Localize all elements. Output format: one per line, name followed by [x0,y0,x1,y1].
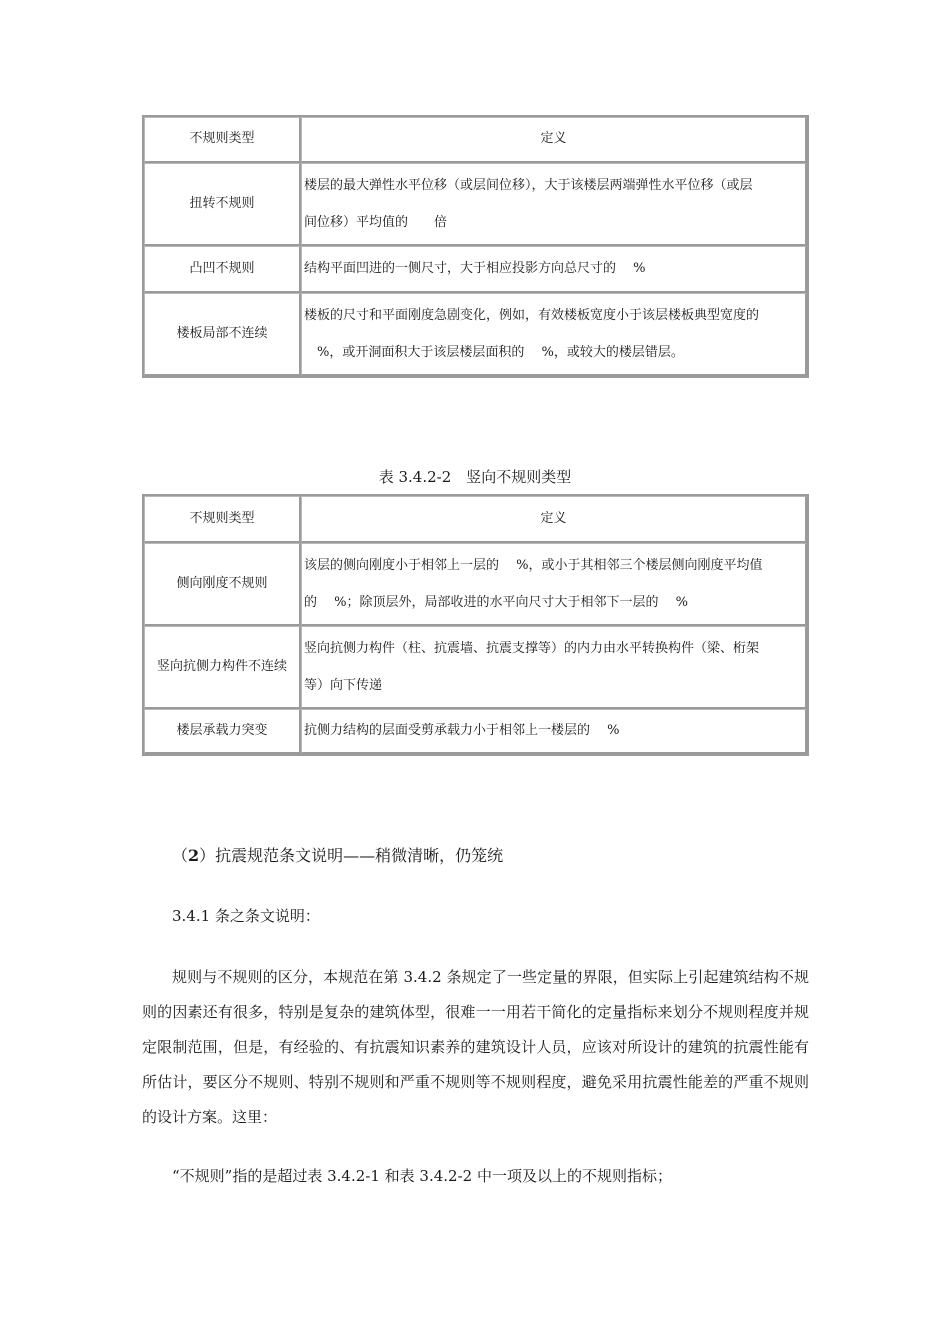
clause-title: 3.4.1 条之条文说明： [172,907,320,925]
definition-line: 竖向抗侧力构件（柱、抗震墙、抗震支撑等）的内力由水平转换构件（梁、桁架 [304,641,760,656]
row-type-cell: 楼层承载力突变 [144,709,301,754]
header-definition-cell: 定义 [301,117,807,163]
section-number: 2 [188,846,200,865]
row-type-cell: 侧向刚度不规则 [144,543,301,626]
definition-line: 的 %；除顶层外，局部收进的水平向尺寸大于相邻下一层的 % [304,595,688,610]
table-caption: 表 3.4.2-2 竖向不规则类型 [378,468,572,486]
definition-line: 等）向下传递 [304,678,383,693]
row-definition-cell [301,246,807,293]
definition-line: 楼层的最大弹性水平位移（或层间位移），大于该楼层两端弹性水平位移（或层 [304,178,753,193]
header-definition-cell: 定义 [301,496,807,543]
header-type-cell: 不规则类型 [144,117,301,163]
definition-line: 结构平面凹进的一侧尺寸，大于相应投影方向总尺寸的 % [304,260,646,276]
body-paragraph: 规则与不规则的区分，本规范在第 3.4.2 条规定了一些定量的界限，但实际上引起建筑结构不规则的因素还有很多，特别是复杂的建筑体型，很难一一用若干简化的定量指标来划分不规则程度并规定限制范围，但是，有经验的、有抗震知识素养的建筑设计人员，应该对所设计的建筑的抗震性能有所估计，要区分不规则、特别不规则和严重不规则等不规则程度，避免采用抗震性能差的严重不规则的设计方案。这里： [142,968,809,1126]
row-type-cell: 楼板局部不连续 [144,293,301,376]
row-definition-cell [301,709,807,754]
table-row [144,293,807,376]
definition-line: 抗侧力结构的层面受剪承载力小于相邻上一楼层的 % [304,722,620,738]
section-heading [172,843,503,866]
definition-line: 楼板的尺寸和平面刚度急剧变化，例如，有效楼板宽度小于该层楼板典型宽度的 [304,308,760,323]
table-row [144,246,807,293]
definition-line: %，或开洞面积大于该层楼层面积的 %，或较大的楼层错层。 [304,345,684,360]
row-definition-cell [301,543,807,626]
definition-line: 该层的侧向刚度小于相邻上一层的 %，或小于其相邻三个楼层侧向刚度平均值 [304,558,763,573]
row-type-cell: 凸凹不规则 [144,246,301,293]
row-type-cell: 扭转不规则 [144,163,301,246]
definition-line: 间位移）平均值的 倍 [304,215,448,230]
table-header-row [144,117,807,163]
table-row [144,543,807,626]
row-definition-cell [301,163,807,246]
header-type-cell: 不规则类型 [144,496,301,543]
row-type-cell: 竖向抗侧力构件不连续 [144,626,301,709]
row-definition-cell [301,293,807,376]
horizontal-irregularity-table [142,115,809,378]
heading-text: ）抗震规范条文说明——稍微清晰，仍笼统 [199,846,504,865]
row-definition-cell [301,626,807,709]
table-row [144,709,807,754]
vertical-irregularity-table [142,494,809,756]
heading-open-paren: （ [172,846,189,865]
table-row [144,163,807,246]
table-row [144,626,807,709]
table-header-row [144,496,807,543]
body-paragraph: “不规则”指的是超过表 3.4.2-1 和表 3.4.2-2 中一项及以上的不规则指标； [172,1167,672,1185]
